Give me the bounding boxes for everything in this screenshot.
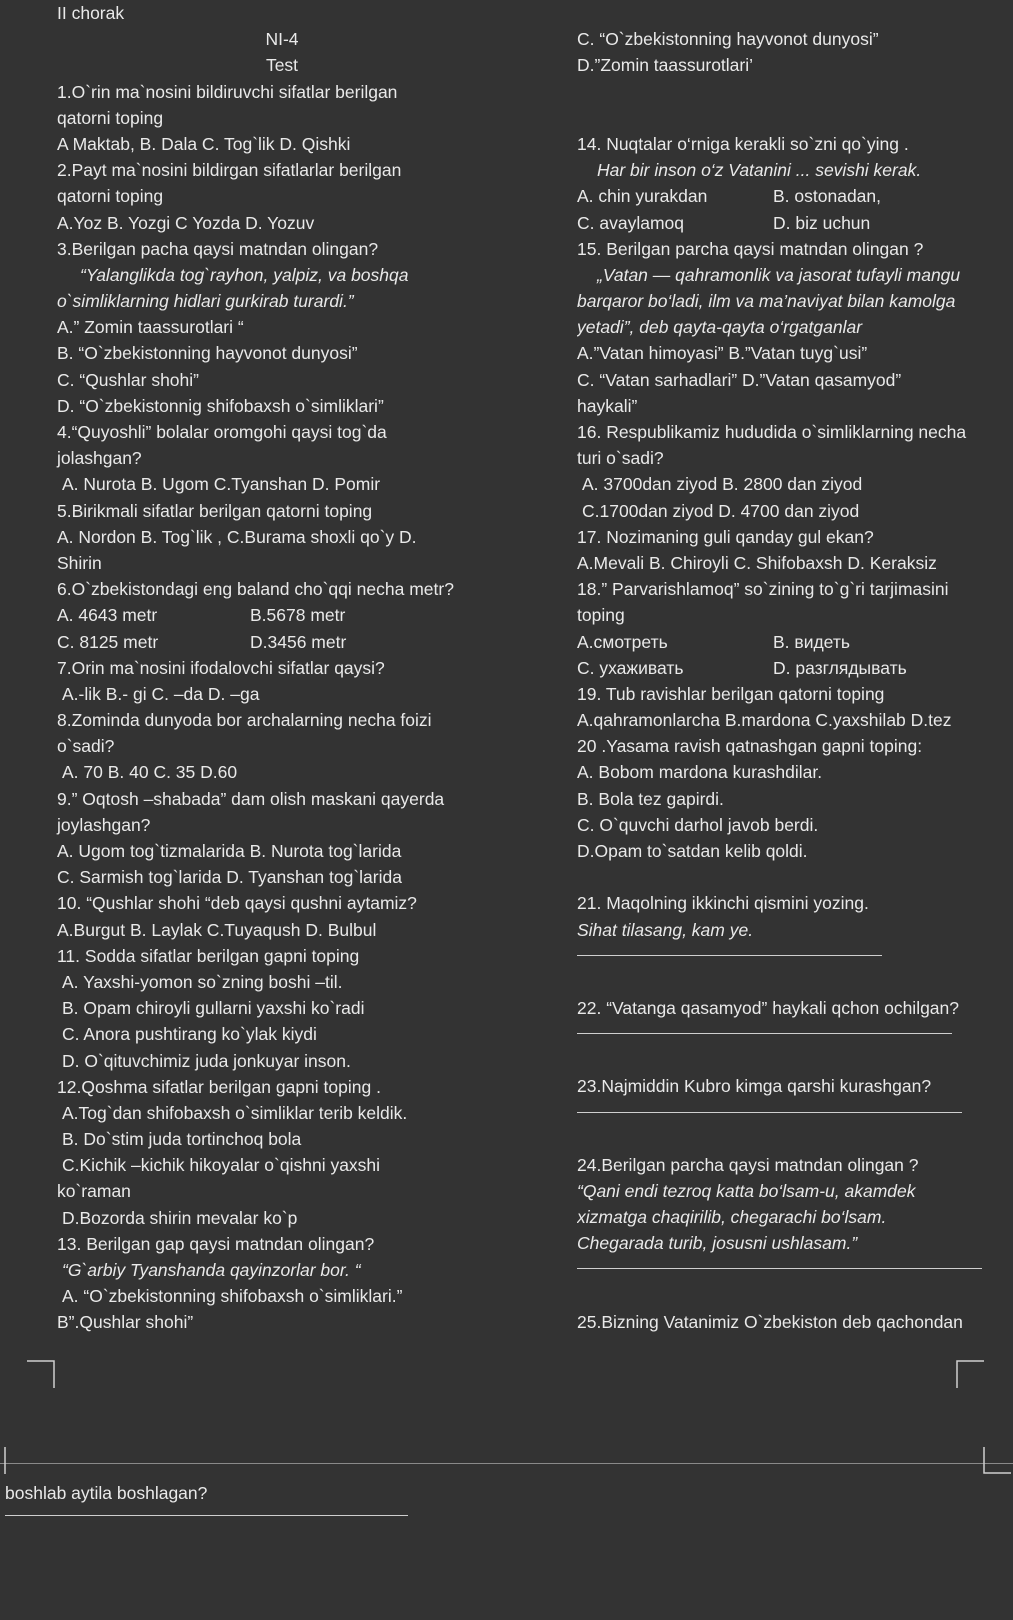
text-line: 20 .Yasama ravish qatnashgan gapni toping: bbox=[577, 736, 923, 757]
text-line: 15. Berilgan parcha qaysi matndan olingan ? bbox=[577, 238, 924, 259]
text-line: 3.Berilgan pacha qaysi matndan olingan? bbox=[57, 238, 379, 259]
text-line: o`simliklarning hidlari gurkirab turardi.” bbox=[57, 291, 354, 312]
text-line: A. Ugom tog`tizmalarida B. Nurota tog`larida bbox=[57, 841, 402, 861]
text-line: xizmatga chaqirilib, chegarachi bo‘lsam. bbox=[577, 1207, 887, 1228]
text-line: 5.Birikmali sifatlar berilgan qatorni toping bbox=[57, 500, 373, 521]
page-separator bbox=[0, 1463, 1013, 1464]
right-column bbox=[577, 0, 1013, 1335]
text-line: A. Yaxshi-yomon so`zning boshi –til. bbox=[62, 971, 343, 992]
text-line: „Vatan — qahramonlik va jasorat tufayli mangu bbox=[597, 264, 961, 285]
text-line: joylashgan? bbox=[57, 814, 151, 835]
text-line: Shirin bbox=[57, 552, 102, 573]
text-line: barqaror bo‘ladi, ilm va ma’naviyat bilan kamolga bbox=[577, 291, 956, 312]
q25-answer-line bbox=[5, 1515, 408, 1516]
option-right: D. biz uchun bbox=[773, 212, 871, 233]
option-left: C. avaylamoq bbox=[577, 212, 684, 233]
option-right: B. ostonadan, bbox=[773, 186, 881, 207]
text-line: A. “O`zbekistonning shifobaxsh o`simliklari.” bbox=[62, 1286, 403, 1307]
answer-line bbox=[577, 955, 882, 956]
option-left: A. chin yurakdan bbox=[577, 186, 708, 207]
text-line: A.-lik B.- gi C. –da D. –ga bbox=[62, 683, 260, 704]
answer-line bbox=[577, 1033, 952, 1034]
text-line bbox=[577, 1282, 1013, 1308]
text-line: 18.” Parvarishlamoq” so`zining to`g`ri tarjimasini bbox=[577, 579, 949, 600]
text-line: toping bbox=[577, 605, 625, 626]
text-line bbox=[577, 0, 1013, 26]
text-line: C. “Qushlar shohi” bbox=[57, 369, 199, 390]
text-line bbox=[57, 629, 557, 655]
page-corner-mark-top-left bbox=[0, 1447, 10, 1475]
text-line: 23.Najmiddin Kubro kimga qarshi kurashgan? bbox=[577, 1076, 932, 1097]
text-line: 24.Berilgan parcha qaysi matndan olingan ? bbox=[577, 1154, 919, 1175]
text-line: 22. “Vatanga qasamyod” haykali qchon ochilgan? bbox=[577, 997, 960, 1018]
text-line bbox=[57, 602, 557, 628]
text-line: ko`raman bbox=[57, 1181, 131, 1202]
option-left: A. 4643 metr bbox=[57, 605, 158, 626]
text-line bbox=[577, 1126, 1013, 1152]
text-line: C. O`quvchi darhol javob berdi. bbox=[577, 814, 819, 835]
text-line: yetadi”, deb qayta-qayta o‘rgatganlar bbox=[577, 317, 863, 338]
text-line: 4.“Quyoshli” bolalar oromgohi qaysi tog`da bbox=[57, 422, 387, 442]
text-line: 7.Orin ma`nosini ifodalovchi sifatlar qaysi? bbox=[57, 657, 385, 678]
left-column bbox=[57, 0, 557, 1336]
text-line: Har bir inson o‘z Vatanini ... sevishi kerak. bbox=[597, 160, 922, 181]
answer-line bbox=[577, 1112, 962, 1113]
text-line bbox=[577, 210, 1013, 236]
option-left: A.смотреть bbox=[577, 631, 668, 652]
text-line: B. Opam chiroyli gullarni yaxshi ko`radi bbox=[62, 998, 365, 1019]
text-line: “Qani endi tezroq katta bo‘lsam-u, akamdek bbox=[577, 1180, 916, 1201]
text-line: “Yalanglikda tog`rayhon, yalpiz, va boshqa bbox=[80, 264, 409, 285]
text-line: C. “O`zbekistonning hayvonot dunyosi” bbox=[577, 29, 879, 50]
text-line: A Maktab, B. Dala C. Tog`lik D. Qishki bbox=[57, 133, 351, 154]
text-line: 2.Payt ma`nosini bildirgan sifatlarlar berilgan bbox=[57, 160, 402, 181]
text-line: A.Tog`dan shifobaxsh o`simliklar terib keldik. bbox=[62, 1102, 408, 1123]
text-line bbox=[577, 79, 1013, 105]
text-line: qatorni toping bbox=[57, 186, 164, 207]
text-line: jolashgan? bbox=[57, 448, 142, 469]
text-line: C.Kichik –kichik hikoyalar o`qishni yaxshi bbox=[62, 1155, 381, 1176]
text-line: 10. “Qushlar shohi “deb qaysi qushni aytamiz? bbox=[57, 893, 417, 914]
text-line: D.Opam to`satdan kelib qoldi. bbox=[577, 841, 808, 861]
option-right: B. видеть bbox=[773, 631, 850, 652]
text-line: A.Yoz B. Yozgi C Yozda D. Yozuv bbox=[57, 212, 315, 233]
option-right: D. разглядывать bbox=[773, 657, 907, 678]
text-line: 13. Berilgan gap qaysi matndan olingan? bbox=[57, 1233, 375, 1254]
text-line: A. 3700dan ziyod B. 2800 dan ziyod bbox=[582, 474, 863, 495]
text-line: turi o`sadi? bbox=[577, 448, 664, 469]
text-line: 14. Nuqtalar o‘rniga kerakli so`zni qo`ying . bbox=[577, 133, 909, 154]
text-line: A. Bobom mardona kurashdilar. bbox=[577, 762, 823, 783]
text-line: D. O`qituvchimiz juda jonkuyar inson. bbox=[62, 1050, 351, 1071]
text-line: 19. Tub ravishlar berilgan qatorni toping bbox=[577, 683, 885, 704]
text-line bbox=[577, 864, 1013, 890]
text-line: 6.O`zbekistondagi eng baland cho`qqi necha metr? bbox=[57, 579, 454, 600]
text-line: 12.Qoshma sifatlar berilgan gapni toping . bbox=[57, 1076, 381, 1097]
answer-line bbox=[577, 1268, 982, 1269]
text-line: 21. Maqolning ikkinchi qismini yozing. bbox=[577, 893, 869, 914]
option-left: C. 8125 metr bbox=[57, 631, 159, 652]
option-left: C. ухаживать bbox=[577, 657, 684, 678]
text-line: Sihat tilasang, kam ye. bbox=[577, 919, 754, 940]
text-line bbox=[577, 969, 1013, 995]
text-line: 25.Bizning Vatanimiz O`zbekiston deb qachondan bbox=[577, 1311, 963, 1332]
text-line: B. Bola tez gapirdi. bbox=[577, 788, 724, 809]
text-line: qatorni toping bbox=[57, 107, 164, 128]
option-right: B.5678 metr bbox=[250, 605, 346, 626]
text-line: Test bbox=[265, 55, 299, 76]
text-line: 9.” Oqtosh –shabada” dam olish maskani qayerda bbox=[57, 788, 445, 809]
option-right: D.3456 metr bbox=[250, 631, 347, 652]
text-line: D. “O`zbekistonnig shifobaxsh o`simliklari” bbox=[57, 395, 384, 416]
text-line: “G`arbiy Tyanshanda qayinzorlar bor. “ bbox=[62, 1260, 361, 1280]
page-corner-mark-top-right bbox=[982, 1447, 1012, 1475]
text-line: 1.O`rin ma`nosini bildiruvchi sifatlar berilgan bbox=[57, 81, 398, 102]
text-line: C. Anora pushtirang ko`ylak kiydi bbox=[62, 1024, 317, 1045]
text-line: 11. Sodda sifatlar berilgan gapni toping bbox=[57, 945, 360, 966]
text-line: A. Nurota B. Ugom C.Tyanshan D. Pomir bbox=[62, 474, 381, 495]
text-line: A.Burgut B. Laylak C.Tuyaqush D. Bulbul bbox=[57, 919, 377, 940]
text-line: B. “O`zbekistonning hayvonot dunyosi” bbox=[57, 343, 358, 364]
text-line: o`sadi? bbox=[57, 736, 115, 757]
text-line: C. Sarmish tog`larida D. Tyanshan tog`larida bbox=[57, 867, 402, 888]
text-line: C. “Vatan sarhadlari” D.”Vatan qasamyod” bbox=[577, 369, 902, 390]
text-line bbox=[577, 183, 1013, 209]
q25-continuation: boshlab aytila boshlagan? bbox=[5, 1483, 208, 1503]
text-line: A.”Vatan himoyasi” B.”Vatan tuyg`usi” bbox=[577, 343, 868, 364]
page-corner-mark-bottom-left bbox=[27, 1360, 57, 1390]
text-line: 16. Respublikamiz hududida o`simliklarning necha bbox=[577, 422, 967, 442]
text-line: A.qahramonlarcha B.mardona C.yaxshilab D.tez bbox=[577, 710, 952, 731]
text-line: D.Bozorda shirin mevalar ko`p bbox=[62, 1207, 298, 1228]
text-line bbox=[577, 1047, 1013, 1073]
text-line: Chegarada turib, josusni ushlasam.” bbox=[577, 1233, 858, 1254]
text-line bbox=[577, 105, 1013, 131]
text-line: A.” Zomin taassurotlari “ bbox=[57, 317, 244, 338]
page-corner-mark-bottom-right bbox=[955, 1360, 985, 1390]
text-line bbox=[577, 655, 1013, 681]
text-line: NI-4 bbox=[265, 29, 299, 50]
text-line: C.1700dan ziyod D. 4700 dan ziyod bbox=[582, 500, 860, 521]
text-line: A. Nordon B. Tog`lik , C.Burama shoxli qo`y D. bbox=[57, 526, 417, 547]
text-line: B”.Qushlar shohi” bbox=[57, 1312, 194, 1333]
text-line: B. Do`stim juda tortinchoq bola bbox=[62, 1129, 302, 1150]
text-line: haykali” bbox=[577, 395, 638, 416]
text-line: A.Mevali B. Chiroyli C. Shifobaxsh D. Keraksiz bbox=[577, 552, 937, 573]
text-line: D.”Zomin taassurotlari’ bbox=[577, 55, 754, 76]
text-line: 8.Zominda dunyoda bor archalarning necha foizi bbox=[57, 710, 432, 731]
text-line bbox=[577, 629, 1013, 655]
text-line: II chorak bbox=[57, 3, 125, 23]
text-line: A. 70 B. 40 C. 35 D.60 bbox=[62, 762, 238, 783]
text-line: 17. Nozimaning guli qanday gul ekan? bbox=[577, 526, 874, 547]
